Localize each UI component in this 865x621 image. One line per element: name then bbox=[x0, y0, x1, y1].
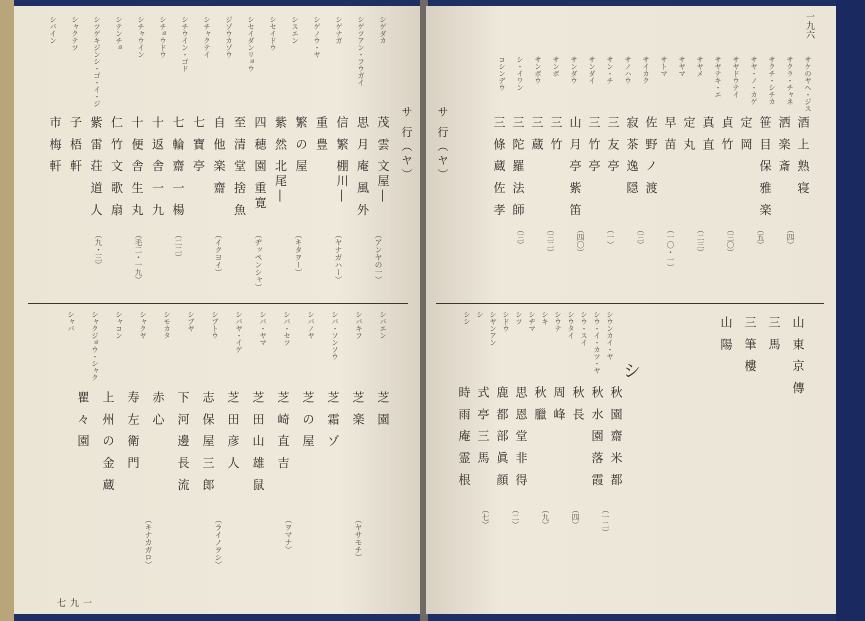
entry-name: 七 寶 亭 bbox=[191, 116, 206, 175]
entry-name: 秋 水 園 落 霞 bbox=[590, 386, 604, 489]
kana-reading: シブヤ bbox=[187, 311, 195, 332]
kana-reading: シヂマ bbox=[528, 311, 536, 332]
kana-reading: サヤメ bbox=[696, 56, 704, 77]
entry-name: 自 他 楽 齋 bbox=[212, 116, 226, 197]
entry-note: （毛二・一九） bbox=[134, 231, 143, 284]
entry-name: 重 豊 bbox=[314, 116, 329, 153]
entry-name: 思 恩 堂 非 得 bbox=[514, 386, 528, 489]
kana-reading: シチャクテイ bbox=[203, 16, 211, 58]
entry-name: 志 保 屋 三 郎 bbox=[201, 391, 215, 494]
entry-note: （四〇） bbox=[576, 226, 585, 256]
kana-reading: シツ bbox=[515, 311, 523, 325]
entry-name: 茂 雲 文屋― bbox=[376, 116, 390, 205]
kana-reading: シチャウイン bbox=[137, 16, 145, 58]
entry-name: 芝 田 山 雄 鼠 bbox=[251, 391, 265, 494]
kana-reading: サイカク bbox=[642, 56, 650, 84]
kana-reading: サトマ bbox=[660, 56, 668, 77]
kana-reading: サンダウ bbox=[570, 56, 578, 84]
entry-name: 三 馬 bbox=[767, 316, 781, 353]
kana-reading: シスエン bbox=[291, 16, 299, 44]
entry-name: 下 河 邊 長 流 bbox=[176, 391, 190, 494]
entry-name: 寂 茶 逸 隠 bbox=[625, 116, 639, 197]
entry-name: 上 州 の 金 蔵 bbox=[101, 391, 115, 494]
entry-name: 赤 心 bbox=[151, 391, 165, 428]
entry-name: 酒 上 熟 寝 bbox=[796, 116, 810, 197]
kana-reading: シャクヤ bbox=[139, 311, 147, 339]
right-page bbox=[426, 6, 836, 614]
page-number: 一九七 bbox=[55, 598, 91, 607]
entry-name: 定 岡 bbox=[739, 116, 753, 153]
entry-name: 三 蔵 bbox=[530, 116, 544, 153]
entry-note: （ヤナガハー） bbox=[334, 231, 343, 284]
entry-note: （九） bbox=[541, 506, 550, 529]
kana-reading: シゲナガ bbox=[335, 16, 343, 44]
entry-name: 至 清 堂 捨 魚 bbox=[232, 116, 247, 219]
entry-name: 繁 の 屋 bbox=[294, 116, 308, 175]
entry-name: 三 友 亭 bbox=[606, 116, 620, 175]
kana-reading: サンダイ bbox=[588, 56, 596, 84]
entry-note: （ヲマナ） bbox=[284, 516, 293, 554]
entry-name: 七 輪 齋 一 楊 bbox=[171, 116, 185, 219]
entry-note: （一〇・一） bbox=[666, 226, 675, 271]
kana-reading: サクラ・チャネ bbox=[786, 56, 794, 105]
kana-reading: シウ・スイ bbox=[580, 311, 588, 346]
page-number: 一九六 bbox=[804, 12, 814, 39]
entry-name: 芝 の 屋 bbox=[301, 391, 315, 450]
entry-note: （一） bbox=[606, 226, 615, 249]
kana-reading: シテンチョ bbox=[115, 16, 123, 51]
kana-reading: シセイダンリョウ bbox=[247, 16, 255, 72]
kana-reading: シバノヤ bbox=[307, 311, 315, 339]
entry-name: 紫 然 北尾― bbox=[273, 116, 288, 205]
entry-name: 佐 野 ノ 渡 bbox=[644, 116, 658, 197]
entry-name: 思 月 庵 風 外 bbox=[355, 116, 370, 219]
entry-name: 秋 園 齋 米 都 bbox=[609, 386, 623, 489]
kana-reading: シセイドウ bbox=[269, 16, 277, 51]
entry-note: （三〇） bbox=[726, 226, 735, 256]
kana-reading: シャクジョウ・シャク bbox=[91, 311, 99, 381]
kana-reading: サヤ・ノ・カゲ bbox=[750, 56, 758, 105]
entry-name: 秋 臘 bbox=[533, 386, 547, 423]
section-kana-marker: シ bbox=[620, 361, 641, 382]
entry-note: （二三） bbox=[696, 226, 705, 256]
kana-reading: シキ bbox=[541, 311, 549, 325]
entry-note: （一二） bbox=[601, 506, 610, 536]
entry-name: 仁 竹 文 歌 扇 bbox=[109, 116, 124, 219]
kana-reading: シウンカイ・ヤ bbox=[606, 311, 614, 360]
entry-name: 子 梧 軒 bbox=[68, 116, 83, 175]
kana-reading: コシンデウ bbox=[498, 56, 506, 91]
entry-name: 三 陀 羅 法 師 bbox=[511, 116, 525, 219]
kana-reading: サノハウ bbox=[624, 56, 632, 84]
left-page bbox=[14, 6, 422, 614]
entry-note: （二二） bbox=[174, 231, 183, 261]
entry-note: （キナカガロ） bbox=[144, 516, 153, 569]
kana-reading: サケのヤヘ・ジス bbox=[804, 56, 812, 112]
kana-reading: サヤテキ・エ bbox=[714, 56, 722, 98]
entry-note: （五） bbox=[756, 226, 765, 249]
entry-note: （三） bbox=[516, 226, 525, 249]
kana-reading: シウタイ bbox=[567, 311, 575, 339]
entry-note: （ヤサモチ） bbox=[354, 516, 363, 561]
entry-note: （三二） bbox=[546, 226, 555, 256]
entry-name: 四 穂 園 重寛 bbox=[253, 116, 267, 212]
entry-name: 山 陽 bbox=[719, 316, 733, 353]
kana-reading: シゲノウ・ヤ bbox=[313, 16, 321, 58]
entry-name: 三 竹 亭 bbox=[587, 116, 601, 175]
entry-note: （七） bbox=[481, 506, 490, 529]
entry-note: （イクヨイ） bbox=[214, 231, 223, 276]
entry-name: 真 直 bbox=[701, 116, 715, 153]
divider bbox=[28, 303, 408, 304]
entry-name: 時 雨 庵 霊 根 bbox=[457, 386, 471, 489]
kana-reading: シバ・ヤマ bbox=[259, 311, 267, 346]
entry-name: 紫 雷 荘 道 人 bbox=[89, 116, 103, 219]
entry-note: （ライノヲシ） bbox=[214, 516, 223, 569]
kana-reading: サクチ・シチカ bbox=[768, 56, 776, 105]
entry-name: 早 苗 bbox=[663, 116, 677, 153]
entry-name: 三 筆 樓 bbox=[743, 316, 757, 375]
entry-name: 三 條 蔵 佐 孝 bbox=[492, 116, 506, 219]
entry-name: 芝 園 bbox=[376, 391, 390, 428]
kana-reading: サンボ bbox=[552, 56, 560, 77]
kana-reading: サヤマ bbox=[678, 56, 686, 77]
entry-note: （四） bbox=[786, 226, 795, 249]
entry-name: 三 竹 bbox=[549, 116, 563, 153]
kana-reading: シゲツアン・フウガイ bbox=[357, 16, 365, 86]
kana-reading: サンボウ bbox=[534, 56, 542, 84]
kana-reading: ジゾウカゾウ bbox=[225, 16, 233, 58]
entry-name: 十 便 舎 生 丸 bbox=[130, 116, 144, 219]
kana-reading: シャクテツ bbox=[71, 16, 79, 51]
entry-note: （九・三） bbox=[94, 231, 103, 269]
entry-name: 信 繁 棚川― bbox=[335, 116, 349, 205]
entry-name: 鹿 都 部 眞 顔 bbox=[495, 386, 509, 489]
kana-reading: シバ・セツ bbox=[283, 311, 291, 346]
kana-reading: シャコン bbox=[115, 311, 123, 339]
kana-reading: サン・チ bbox=[606, 56, 614, 84]
entry-name: 十 返 舎 一 九 bbox=[150, 116, 165, 219]
kana-reading: シドウ bbox=[502, 311, 510, 332]
section-heading: サ 行（ヤ） bbox=[436, 106, 449, 183]
entry-name: 周 峰 bbox=[552, 386, 566, 423]
entry-name: 笹 目 保 雅 楽 bbox=[758, 116, 772, 219]
kana-reading: シバヤ・イゲ bbox=[235, 311, 243, 353]
entry-note: （ヂッペンシャ） bbox=[254, 231, 263, 291]
entry-note: （三） bbox=[636, 226, 645, 249]
kana-reading: シバイン bbox=[49, 16, 57, 44]
kana-reading: シチョウドウ bbox=[159, 16, 167, 58]
entry-name: 山 東 京 傳 bbox=[791, 316, 805, 397]
entry-name: 式 亭 三 馬 bbox=[476, 386, 490, 467]
entry-name: 洒 楽 斎 bbox=[777, 116, 791, 175]
entry-name: 芝 霜 ゾ bbox=[326, 391, 340, 450]
entry-name: 秋 長 bbox=[571, 386, 585, 423]
entry-note: （キタヲー） bbox=[294, 231, 303, 276]
kana-reading: シチウイン・ゴド bbox=[181, 16, 189, 72]
kana-reading: シ・イワン bbox=[516, 56, 524, 91]
kana-reading: シシ bbox=[463, 311, 471, 325]
book-edge-right bbox=[836, 0, 865, 621]
kana-reading: シウテ bbox=[554, 311, 562, 332]
entry-name: 寿 左 衛 門 bbox=[126, 391, 140, 472]
kana-reading: シバキフ bbox=[355, 311, 363, 339]
kana-reading: シウ・イ・カツ・ヤ bbox=[593, 311, 601, 374]
entry-name: 瞿 々 園 bbox=[76, 391, 90, 450]
kana-reading: シバエン bbox=[379, 311, 387, 339]
entry-name: 市 梅 軒 bbox=[48, 116, 62, 175]
kana-reading: サヤドウテイ bbox=[732, 56, 740, 98]
kana-reading: シ bbox=[476, 311, 484, 318]
kana-reading: シバ・ソンソウ bbox=[331, 311, 339, 360]
entry-name: 貞 竹 bbox=[720, 116, 734, 153]
entry-note: （四） bbox=[571, 506, 580, 529]
kana-reading: シツゲキジンシ・ゴ・イ・ジ bbox=[93, 16, 101, 107]
entry-note: （アンヤの一） bbox=[374, 231, 383, 284]
book-edge-left bbox=[0, 0, 14, 621]
entry-name: 芝 崎 直 吉 bbox=[276, 391, 290, 472]
kana-reading: シモカタ bbox=[163, 311, 171, 339]
entry-name: 定 丸 bbox=[682, 116, 696, 153]
entry-name: 山 月 亭 紫 笛 bbox=[568, 116, 582, 219]
entry-note: （二） bbox=[511, 506, 520, 529]
entry-name: 芝 楽 bbox=[351, 391, 365, 428]
kana-reading: シブトウ bbox=[211, 311, 219, 339]
kana-reading: シャバ bbox=[67, 311, 75, 332]
entry-name: 芝 田 彦 人 bbox=[226, 391, 240, 472]
kana-reading: シゲダカ bbox=[379, 16, 387, 44]
section-heading: サ 行（ヤ） bbox=[400, 106, 413, 183]
divider bbox=[436, 303, 824, 304]
kana-reading: シヤンアン bbox=[489, 311, 497, 346]
